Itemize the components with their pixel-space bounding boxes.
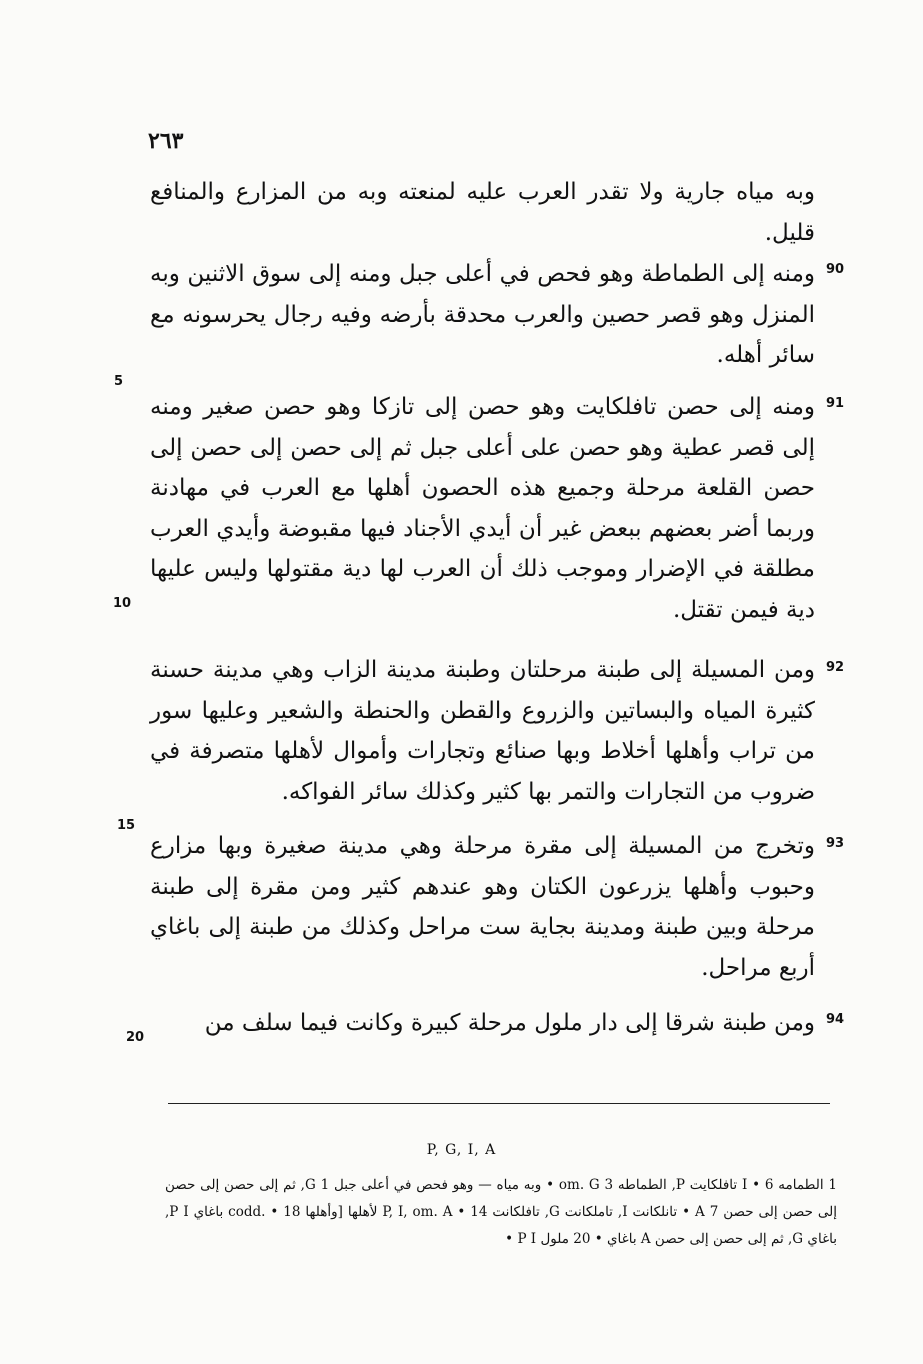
paragraph-94: ومن طبنة شرقا إلى دار ملول مرحلة كبيرة وكانت فيما سلف من — [204, 1010, 815, 1036]
paragraph-93: وتخرج من المسيلة إلى مقرة مرحلة وهي مدينة صغيرة وبها مزارع وحبوب وأهلها يزرعون الكتان وهو عندهم كثير ومن مقرة إلى طبنة مرحلة وبين طبنة ومدينة بجاية ست مراحل وكذلك من طبنة إلى باغاي أربع مراحل. — [150, 833, 815, 981]
critical-apparatus: 1 الطمامه I • 6 تافلكايت P, الطماطه 3 om. G • وبه مياه — وهو فحص في أعلى جبل 1 G, ثم إلى حصن إلى حصن إلى حصن إلى حصن 7 A • تانلكانت I, تاملكانت G, تافلكانت P, I, om. A • 14 لأهلها [وأهلها codd. • 18 باغاي P I, باغاي G, ثم إلى حصن إلى حصن A باغاي • 20 ملول P I • — [165, 1177, 838, 1247]
paragraph-90: ومنه إلى الطماطة وهو فحص في أعلى جبل ومنه إلى سوق الاثنين وبه المنزل وهو قصر حصين والعرب محدقة بأرضه وفيه رجال يحرسونه مع سائر أهله. — [150, 261, 815, 368]
paragraph-number: 90 — [826, 262, 845, 277]
page-number: ٢٦٣ — [148, 128, 184, 154]
paragraph-number: 93 — [826, 836, 845, 851]
paragraph-91: ومنه إلى حصن تافلكايت وهو حصن إلى تازكا وهو حصن صغير ومنه إلى قصر عطية وهو حصن على أعلى جبل ثم إلى حصن إلى حصن إلى حصن القلعة مرحلة وجميع هذه الحصون أهلها مع العرب في مهادنة وربما أضر بعضهم ببعض غير أن أيدي الأجناد فيها مقبوضة وأيدي العرب مطلقة في الإضرار وموجب ذلك أن العرب لها دية مقتولها وليس عليها دية فيمن تقتل. — [150, 394, 815, 623]
paragraph-number: 91 — [826, 396, 845, 411]
line-number: 20 — [126, 1030, 145, 1045]
line-number: 5 — [114, 374, 124, 389]
paragraph-number: 92 — [826, 660, 845, 675]
line-number: 15 — [117, 818, 136, 833]
footnote-rule — [168, 1103, 830, 1104]
paragraph-92: ومن المسيلة إلى طبنة مرحلتان وطبنة مدينة الزاب وهي مدينة حسنة كثيرة المياه والبساتين والزروع والقطن والحنطة والشعير وعليها سور من تراب وأهلها أخلاط وبها صنائع وتجارات وأموال لأهلها متصرفة في ضروب من التجارات والتمر بها كثير وكذلك سائر الفواكه. — [150, 657, 815, 805]
paragraph-continuation: وبه مياه جارية ولا تقدر العرب عليه لمنعته وبه من المزارع والمنافع قليل. — [150, 179, 815, 246]
line-number: 10 — [113, 596, 132, 611]
manuscript-sigla: P, G, I, A — [426, 1142, 497, 1158]
paragraph-number: 94 — [826, 1012, 845, 1027]
